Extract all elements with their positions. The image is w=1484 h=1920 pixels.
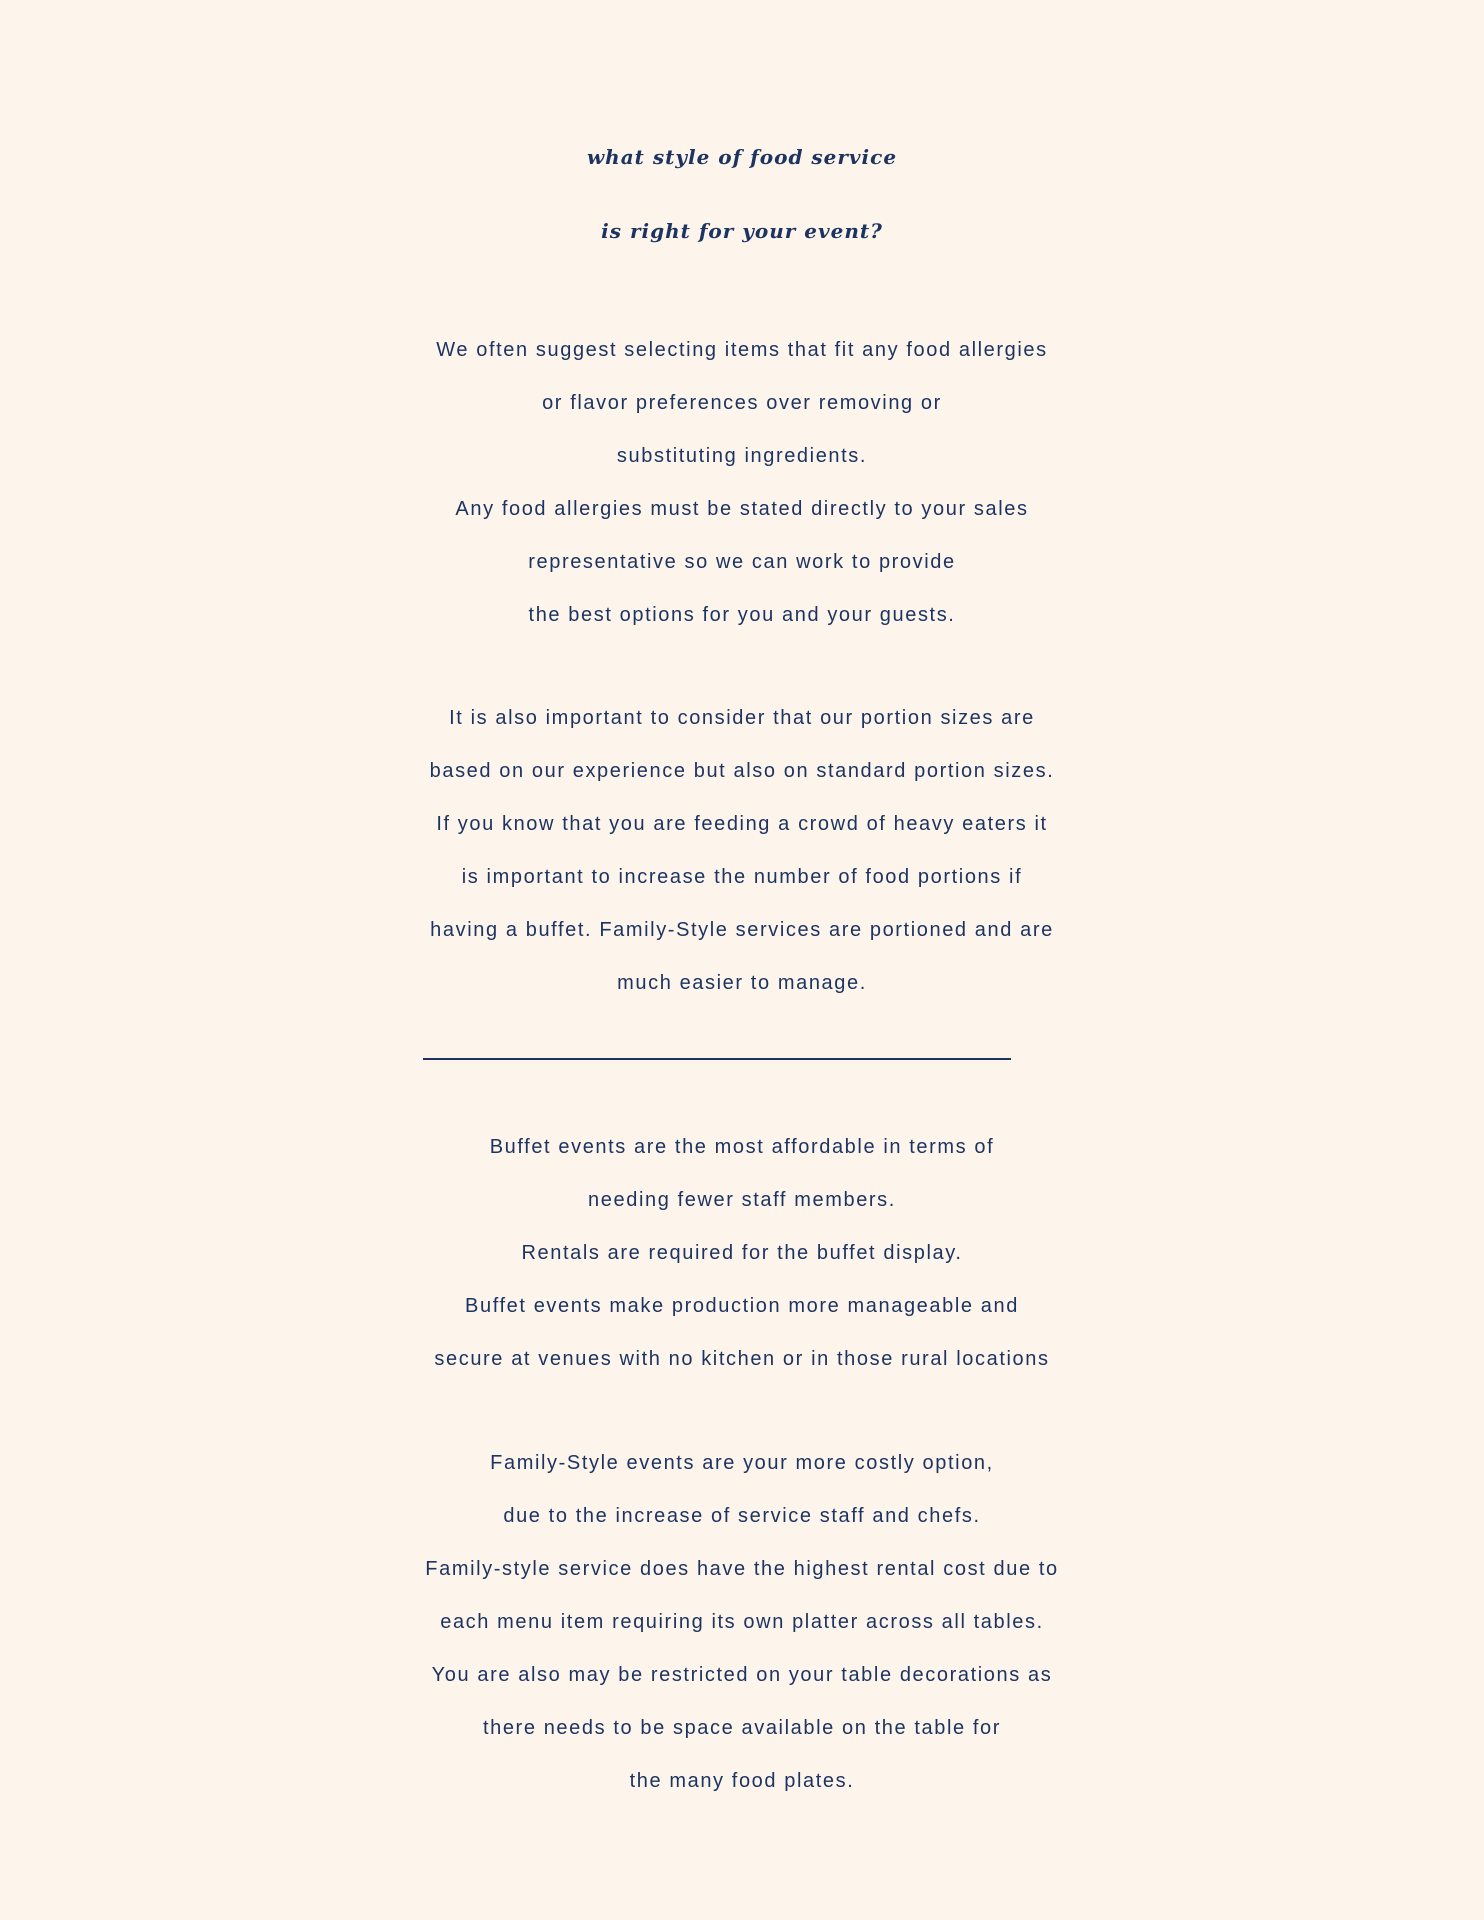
title-line: is right for your event?: [601, 219, 883, 243]
portion-sizes-paragraph: [0, 692, 1484, 1010]
paragraph-line: representative so we can work to provide: [528, 551, 956, 573]
paragraph-line: Rentals are required for the buffet display.: [521, 1242, 963, 1264]
paragraph-line: We often suggest selecting items that fit any food allergies: [436, 339, 1048, 361]
paragraph-line: Family-Style events are your more costly option,: [490, 1452, 994, 1474]
paragraph-line: Any food allergies must be stated directly to your sales: [455, 498, 1029, 520]
paragraph-line: based on our experience but also on standard portion sizes.: [429, 760, 1055, 782]
allergies-paragraph: [0, 324, 1484, 642]
section-divider: [423, 1058, 1011, 1060]
paragraph-line: It is also important to consider that our portion sizes are: [449, 707, 1035, 729]
paragraph-line: Buffet events make production more manageable and: [465, 1295, 1019, 1317]
title-line: what style of food service: [586, 145, 898, 169]
paragraph-line: is important to increase the number of food portions if: [461, 866, 1023, 888]
page-title: [0, 120, 1484, 268]
paragraph-line: there needs to be space available on the table for: [482, 1717, 1002, 1739]
paragraph-line: each menu item requiring its own platter across all tables.: [440, 1611, 1044, 1633]
paragraph-line: If you know that you are feeding a crowd of heavy eaters it: [436, 813, 1048, 835]
paragraph-line: Family-style service does have the highest rental cost due to: [425, 1558, 1059, 1580]
paragraph-line: or flavor preferences over removing or: [542, 392, 942, 414]
paragraph-line: secure at venues with no kitchen or in those rural locations: [434, 1348, 1050, 1370]
paragraph-line: due to the increase of service staff and chefs.: [503, 1505, 981, 1527]
paragraph-line: substituting ingredients.: [616, 445, 868, 467]
paragraph-line: You are also may be restricted on your table decorations as: [431, 1664, 1053, 1686]
paragraph-line: needing fewer staff members.: [588, 1189, 896, 1211]
buffet-paragraph: [0, 1121, 1484, 1386]
paragraph-line: the best options for you and your guests.: [528, 604, 956, 626]
paragraph-line: the many food plates.: [629, 1770, 855, 1792]
family-style-paragraph: [0, 1437, 1484, 1808]
paragraph-line: much easier to manage.: [617, 972, 867, 994]
paragraph-line: having a buffet. Family-Style services are portioned and are: [430, 919, 1054, 941]
paragraph-line: Buffet events are the most affordable in terms of: [489, 1136, 995, 1158]
